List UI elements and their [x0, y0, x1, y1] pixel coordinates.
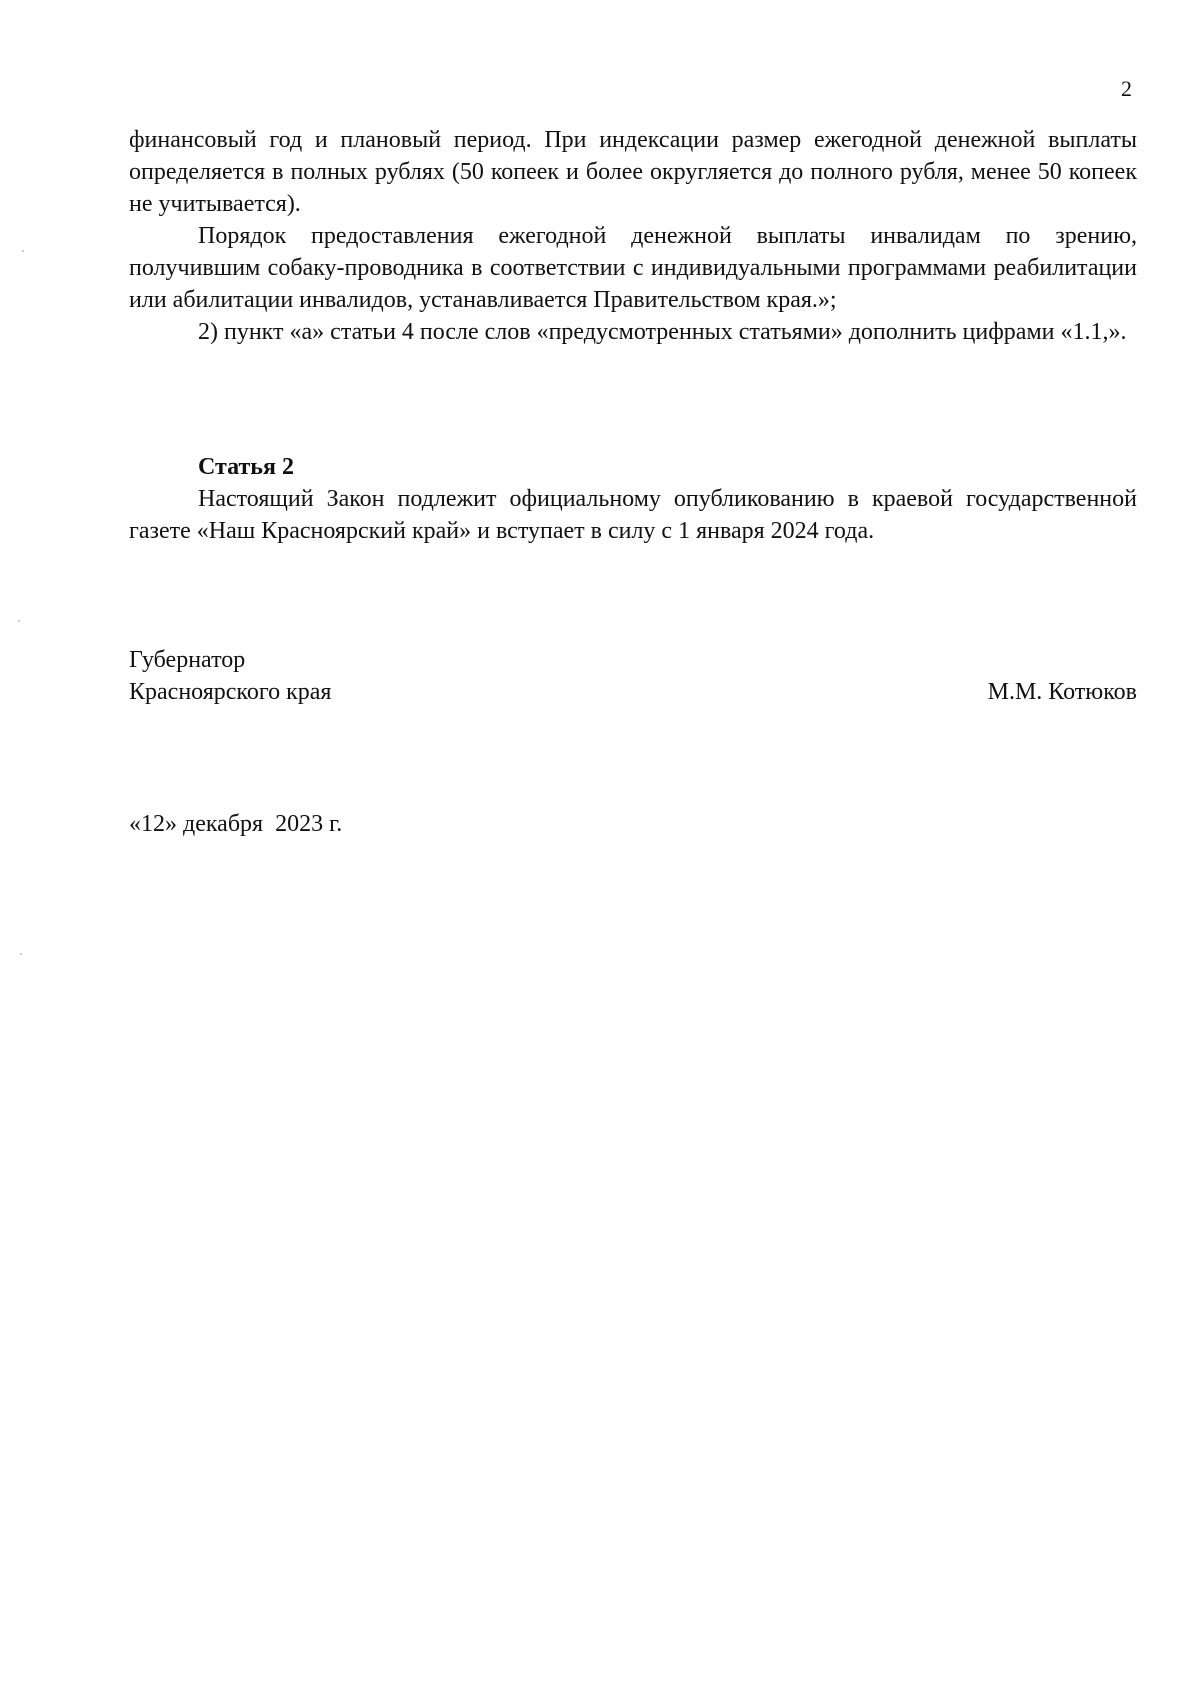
article-heading: Статья 2: [198, 454, 294, 480]
signatory-title-line2: Красноярского края: [129, 679, 332, 705]
paragraph-amendment: 2) пункт «а» статьи 4 после слов «предусмотренных статьями» дополнить цифрами «1.1,».: [198, 319, 1127, 345]
signatory-title-line1: Губернатор: [129, 647, 246, 673]
paragraph-continuation: финансовый год и плановый период. При индексации размер ежегодной денежной выплаты определяется в полных рублях (50 копеек и более округляется до полного рубля, менее 50 копеек не учитывается).: [129, 127, 1137, 217]
article-text-block: [129, 483, 1137, 547]
document-date: «12» декабря 2023 г.: [129, 811, 343, 837]
article-paragraph: Настоящий Закон подлежит официальному опубликованию в краевой государственной газете «Наш Красноярский край» и вступает в силу с 1 января 2024 года.: [129, 486, 1137, 544]
signature-block: [129, 644, 1137, 708]
signatory-name: М.М. Котюков: [987, 679, 1137, 705]
continued-text-block: [129, 124, 1137, 348]
paragraph-procedure: Порядок предоставления ежегодной денежной выплаты инвалидам по зрению, получившим собаку-проводника в соответствии с индивидуальными программами реабилитации или абилитации инвалидов, устанавливается Правительством края.»;: [129, 223, 1137, 313]
page-number: 2: [1121, 76, 1132, 101]
